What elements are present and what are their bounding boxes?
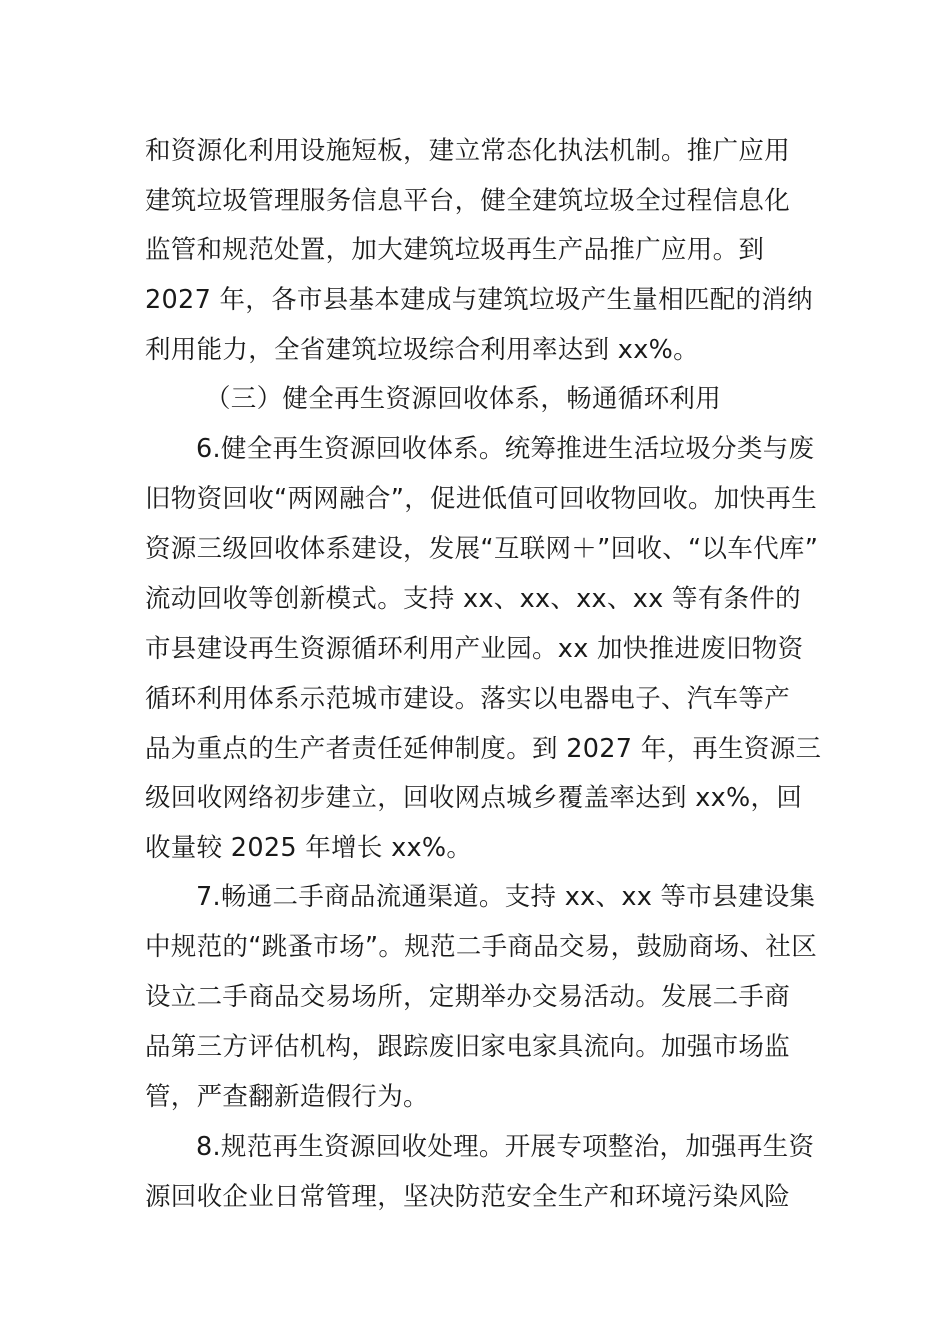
text-line: 2027 年，各市县基本建成与建筑垃圾产生量相匹配的消纳: [145, 285, 813, 315]
text-line: 建筑垃圾管理服务信息平台，健全建筑垃圾全过程信息化: [145, 186, 791, 216]
text-line: 旧物资回收“两网融合”，促进低值可回收物回收。加快再生: [145, 484, 818, 514]
section-heading: （三）健全再生资源回收体系，畅通循环利用: [205, 384, 722, 414]
text-line: 利用能力，全省建筑垃圾综合利用率达到 xx%。: [145, 335, 699, 365]
text-line: 品为重点的生产者责任延伸制度。到 2027 年，再生资源三: [145, 734, 822, 764]
paragraph-start: 8.规范再生资源回收处理。开展专项整治，加强再生资: [196, 1132, 815, 1162]
text-line: 设立二手商品交易场所，定期举办交易活动。发展二手商: [145, 982, 791, 1012]
text-line: 资源三级回收体系建设，发展“互联网＋”回收、“以车代库”: [145, 534, 819, 564]
text-line: 级回收网络初步建立，回收网点城乡覆盖率达到 xx%，回: [145, 783, 803, 813]
text-line: 循环利用体系示范城市建设。落实以电器电子、汽车等产: [145, 684, 791, 714]
text-line: 品第三方评估机构，跟踪废旧家电家具流向。加强市场监: [145, 1032, 791, 1062]
text-line: 收量较 2025 年增长 xx%。: [145, 833, 473, 863]
text-line: 中规范的“跳蚤市场”。规范二手商品交易，鼓励商场、社区: [145, 932, 818, 962]
text-line: 管，严查翻新造假行为。: [145, 1082, 429, 1112]
text-line: 市县建设再生资源循环利用产业园。xx 加快推进废旧物资: [145, 634, 804, 664]
paragraph-start: 6.健全再生资源回收体系。统筹推进生活垃圾分类与废: [196, 434, 815, 464]
text-line: 和资源化利用设施短板，建立常态化执法机制。推广应用: [145, 136, 791, 166]
paragraph-start: 7.畅通二手商品流通渠道。支持 xx、xx 等市县建设集: [196, 882, 816, 912]
text-line: 源回收企业日常管理，坚决防范安全生产和环境污染风险: [145, 1182, 791, 1212]
text-line: 监管和规范处置，加大建筑垃圾再生产品推广应用。到: [145, 235, 765, 265]
text-line: 流动回收等创新模式。支持 xx、xx、xx、xx 等有条件的: [145, 584, 801, 614]
